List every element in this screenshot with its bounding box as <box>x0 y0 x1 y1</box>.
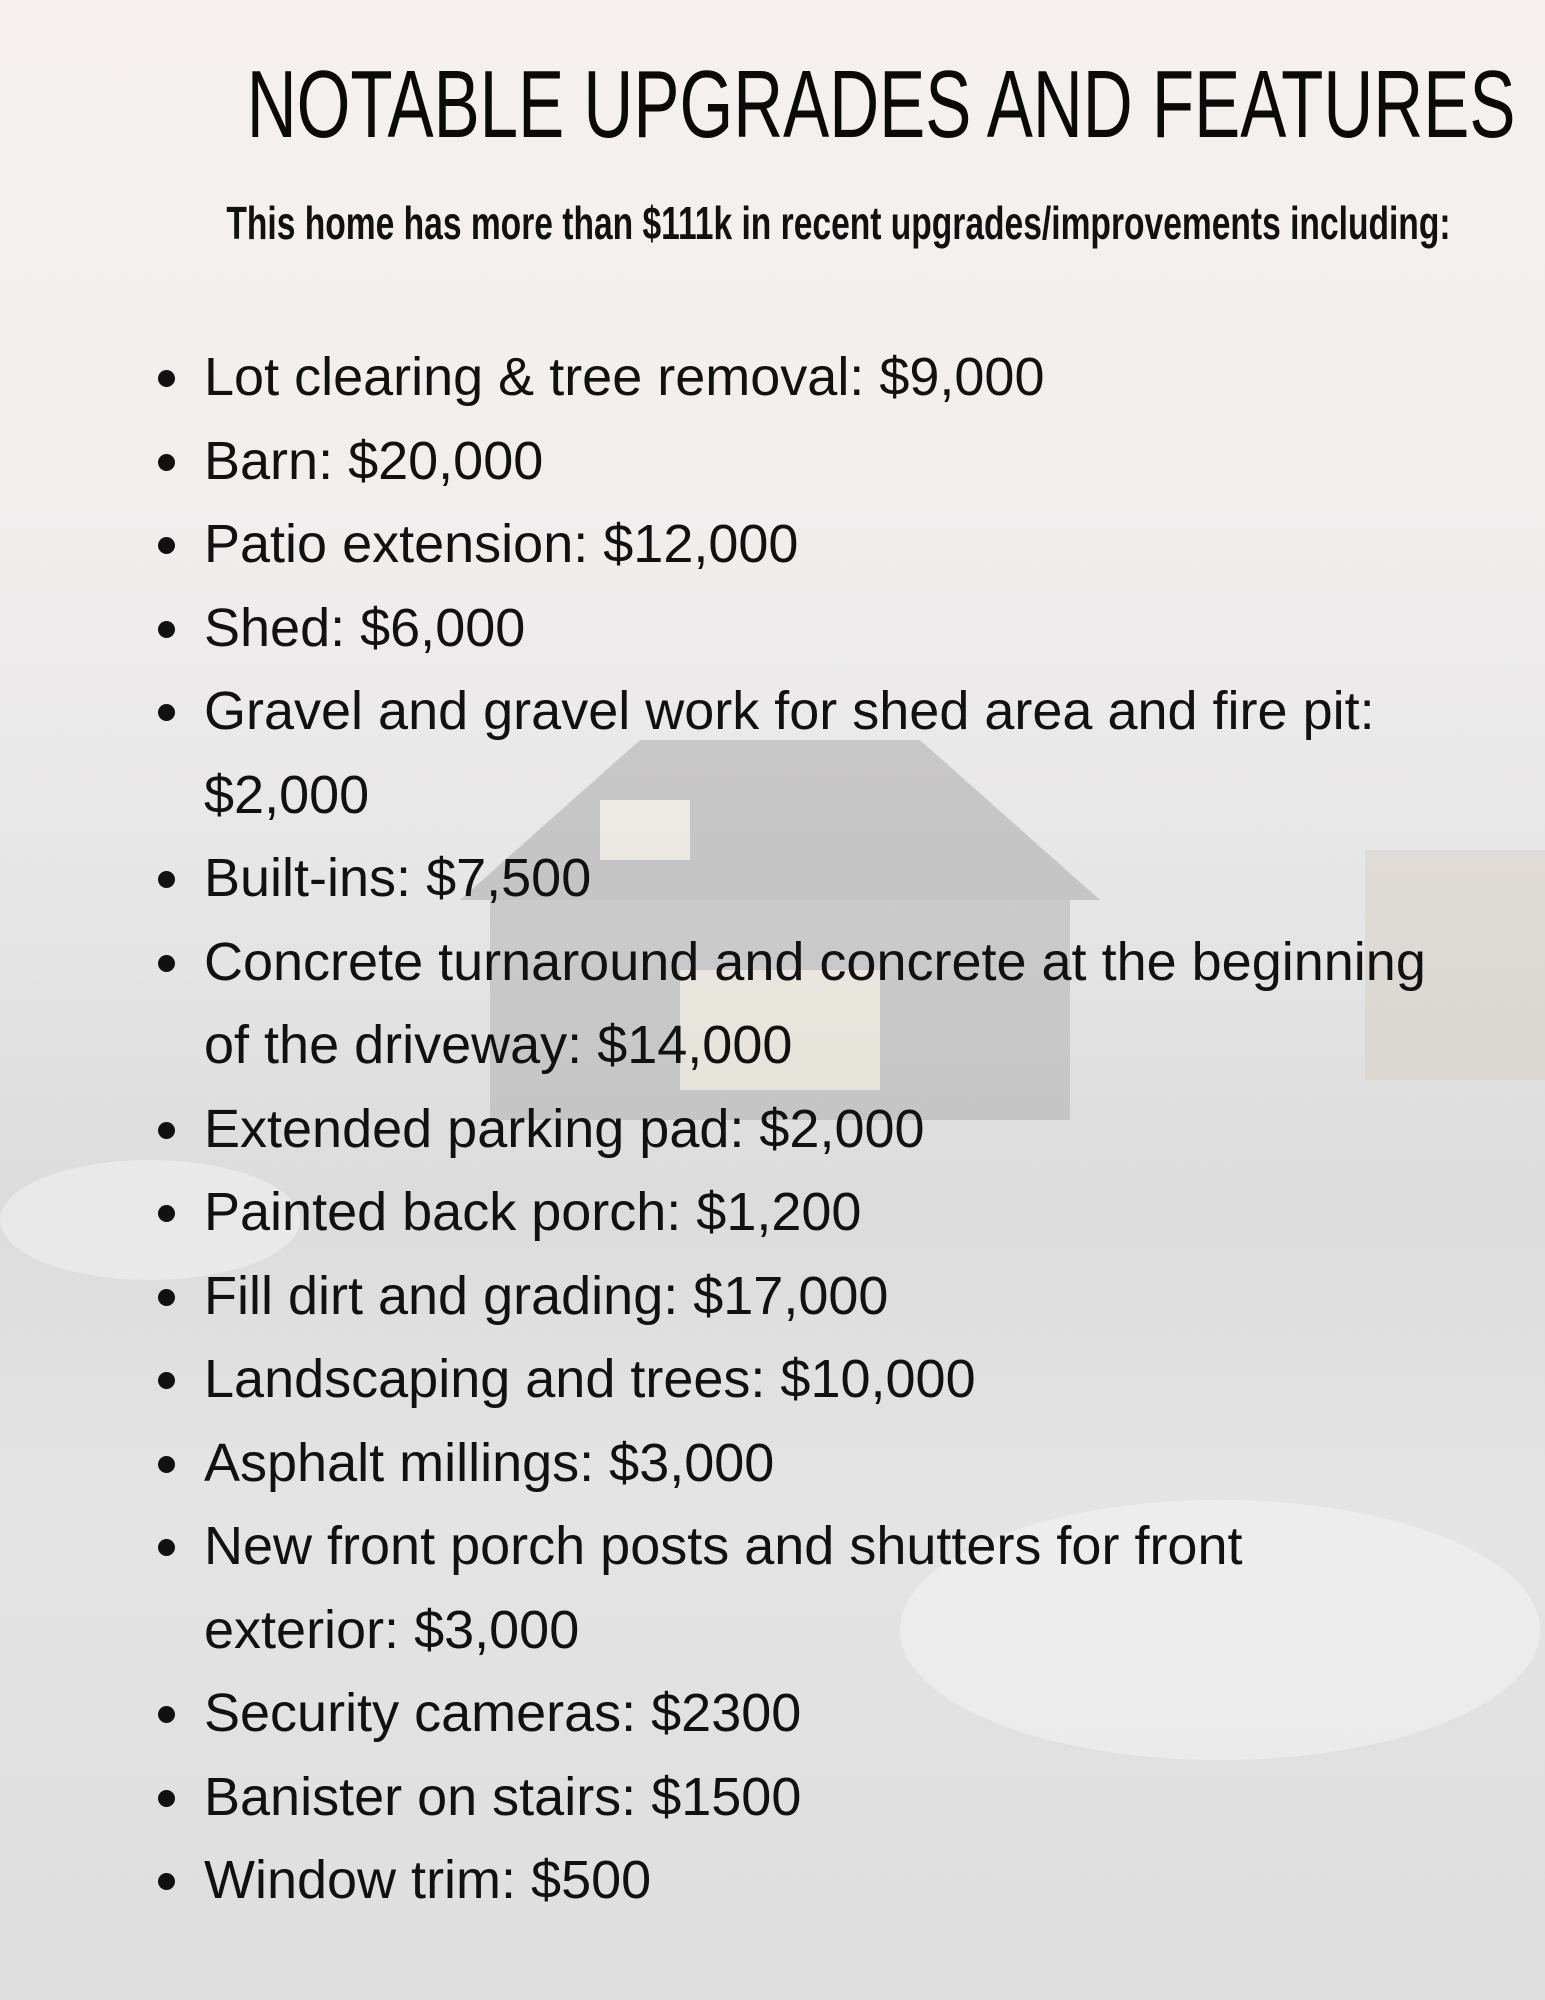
list-item-text: Security cameras: $2300 <box>204 1683 802 1743</box>
bullet-icon <box>158 1289 175 1306</box>
list-item-text: Fill dirt and grading: $17,000 <box>204 1265 889 1326</box>
list-item <box>150 1505 1450 1672</box>
list-item-text: New front porch posts and shutters for front exterior: $3,000 <box>204 1516 1243 1660</box>
list-item-text: Extended parking pad: $2,000 <box>204 1098 925 1159</box>
list-item-text: Banister on stairs: $1500 <box>204 1766 802 1827</box>
list-item <box>150 670 1450 837</box>
bullet-icon <box>158 370 175 387</box>
list-item-text: Built-ins: $7,500 <box>204 848 592 908</box>
list-item <box>150 1088 1450 1172</box>
bullet-icon <box>158 1372 175 1389</box>
list-item-text: Patio extension: $12,000 <box>204 514 799 574</box>
list-item <box>150 921 1450 1088</box>
bullet-icon <box>158 955 175 972</box>
bullet-icon <box>158 1539 175 1556</box>
list-item-text: Asphalt millings: $3,000 <box>204 1432 775 1493</box>
list-item <box>150 1422 1450 1506</box>
list-item-text: Painted back porch: $1,200 <box>204 1182 862 1242</box>
upgrades-list <box>150 336 1450 1923</box>
bullet-icon <box>158 454 175 471</box>
list-item <box>150 1255 1450 1339</box>
bullet-icon <box>158 1873 175 1890</box>
bullet-icon <box>158 621 175 638</box>
bullet-icon <box>158 1706 175 1723</box>
list-item <box>150 837 1450 921</box>
list-item-text: Concrete turnaround and concrete at the beginning of the driveway: $14,000 <box>204 931 1426 1075</box>
bullet-icon <box>158 1122 175 1139</box>
page-title: NOTABLE UPGRADES AND FEATURES <box>246 51 1516 158</box>
list-item <box>150 336 1450 420</box>
list-item <box>150 420 1450 504</box>
list-item-text: Shed: $6,000 <box>204 597 526 658</box>
list-item <box>150 1839 1450 1923</box>
page-subtitle: This home has more than $111k in recent upgrades/improvements including: <box>226 197 1451 249</box>
list-item-text: Gravel and gravel work for shed area and fire pit: $2,000 <box>204 681 1375 825</box>
header <box>0 50 1545 160</box>
bullet-icon <box>158 537 175 554</box>
list-item-text: Lot clearing & tree removal: $9,000 <box>204 347 1045 407</box>
list-item <box>150 1338 1450 1422</box>
bullet-icon <box>158 871 175 888</box>
bullet-icon <box>158 1790 175 1807</box>
bullet-icon <box>158 704 175 721</box>
bullet-icon <box>158 1205 175 1222</box>
list-item <box>150 587 1450 671</box>
list-item <box>150 1171 1450 1255</box>
list-item-text: Window trim: $500 <box>204 1850 652 1910</box>
list-item <box>150 503 1450 587</box>
list-item-text: Landscaping and trees: $10,000 <box>204 1349 976 1409</box>
bullet-icon <box>158 1456 175 1473</box>
subtitle-container <box>0 196 1545 250</box>
list-item-text: Barn: $20,000 <box>204 430 544 491</box>
list-item <box>150 1756 1450 1840</box>
list-item <box>150 1672 1450 1756</box>
